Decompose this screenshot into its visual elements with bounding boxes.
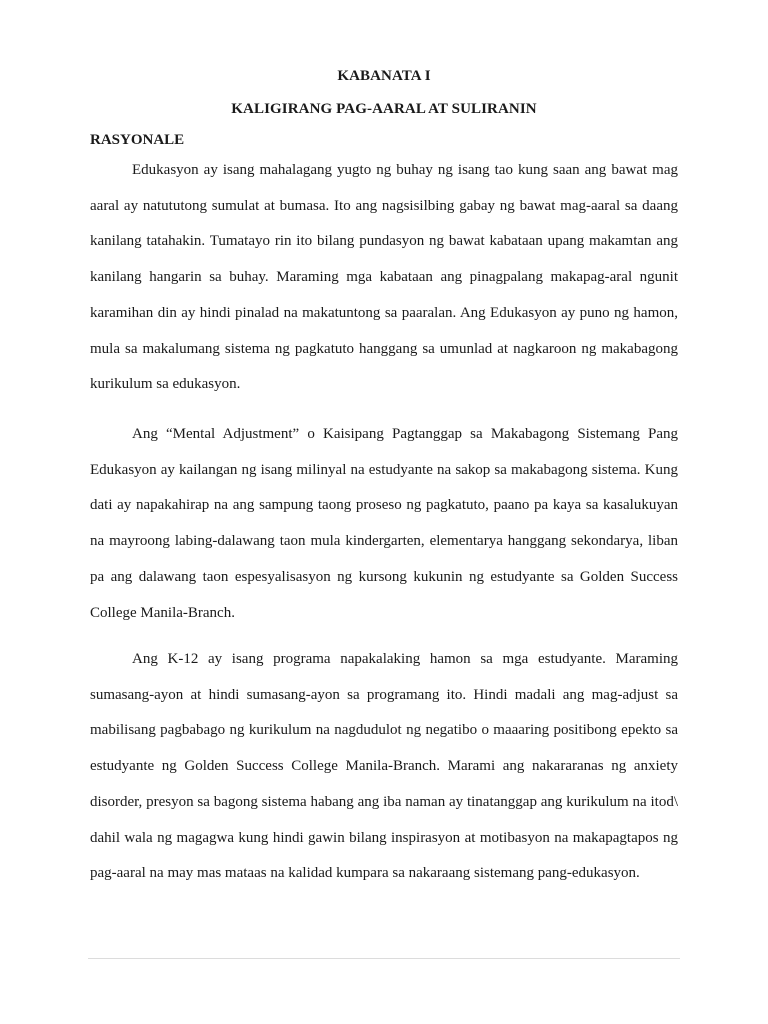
paragraph: Edukasyon ay isang mahalagang yugto ng buhay ng isang tao kung saan ang bawat mag aaral ay natututong sumulat at bumasa. Ito ang nagsisilbing gabay ng bawat mag-aaral sa daang kanilang tatahakin. Tumatayo rin ito bilang pundasyon ng bawat kabataan upang makamtan ang kanilang hangarin sa buhay. Maraming mga kabataan ang pinagpalang makapag-aral ngunit karamihan din ay hindi pinalad na makatuntong sa paaralan. Ang Edukasyon ay puno ng hamon, mula sa makalumang sistema ng pagkatuto hanggang sa umunlad at nagkaroon ng makabagong kurikulum sa edukasyon. [90, 162, 678, 393]
page-divider [88, 958, 680, 959]
paragraph: Ang K-12 ay isang programa napakalaking hamon sa mga estudyante. Maraming sumasang-ayon at hindi sumasang-ayon sa programang ito. Hindi madali ang mag-adjust sa mabilisang pagbabago ng kurikulum na nagdudulot ng negatibo o maaaring positibong epekto sa estudyante ng Golden Success College Manila-Branch. Marami ang nakararanas ng anxiety disorder, presyon sa bagong sistema habang ang iba naman ay tinatanggap ang kurikulum na itod\ dahil wala ng magagwa kung hindi gawin bilang inspirasyon at motibasyon na makapagtapos ng pag-aaral na may mas mataas na kalidad kumpara sa nakaraang sistemang pang-edukasyon. [90, 651, 678, 882]
chapter-title: KALIGIRANG PAG-AARAL AT SULIRANIN [231, 101, 537, 117]
chapter-heading: KABANATA I [337, 68, 431, 84]
section-heading: RASYONALE [90, 132, 185, 148]
paragraph: Ang “Mental Adjustment” o Kaisipang Pagtanggap sa Makabagong Sistemang Pang Edukasyon ay kailangan ng isang milinyal na estudyante na sakop sa makabagong sistema. Kung dati ay napakahirap na ang sampung taong proseso ng pagkatuto, paano pa kaya sa kasalukuyan na mayroong labing-dalawang taon mula kindergarten, elementarya hanggang sekondarya, liban pa ang dalawang taon espesyalisasyon ng kursong kukunin ng estudyante sa Golden Success College Manila-Branch. [90, 426, 678, 621]
